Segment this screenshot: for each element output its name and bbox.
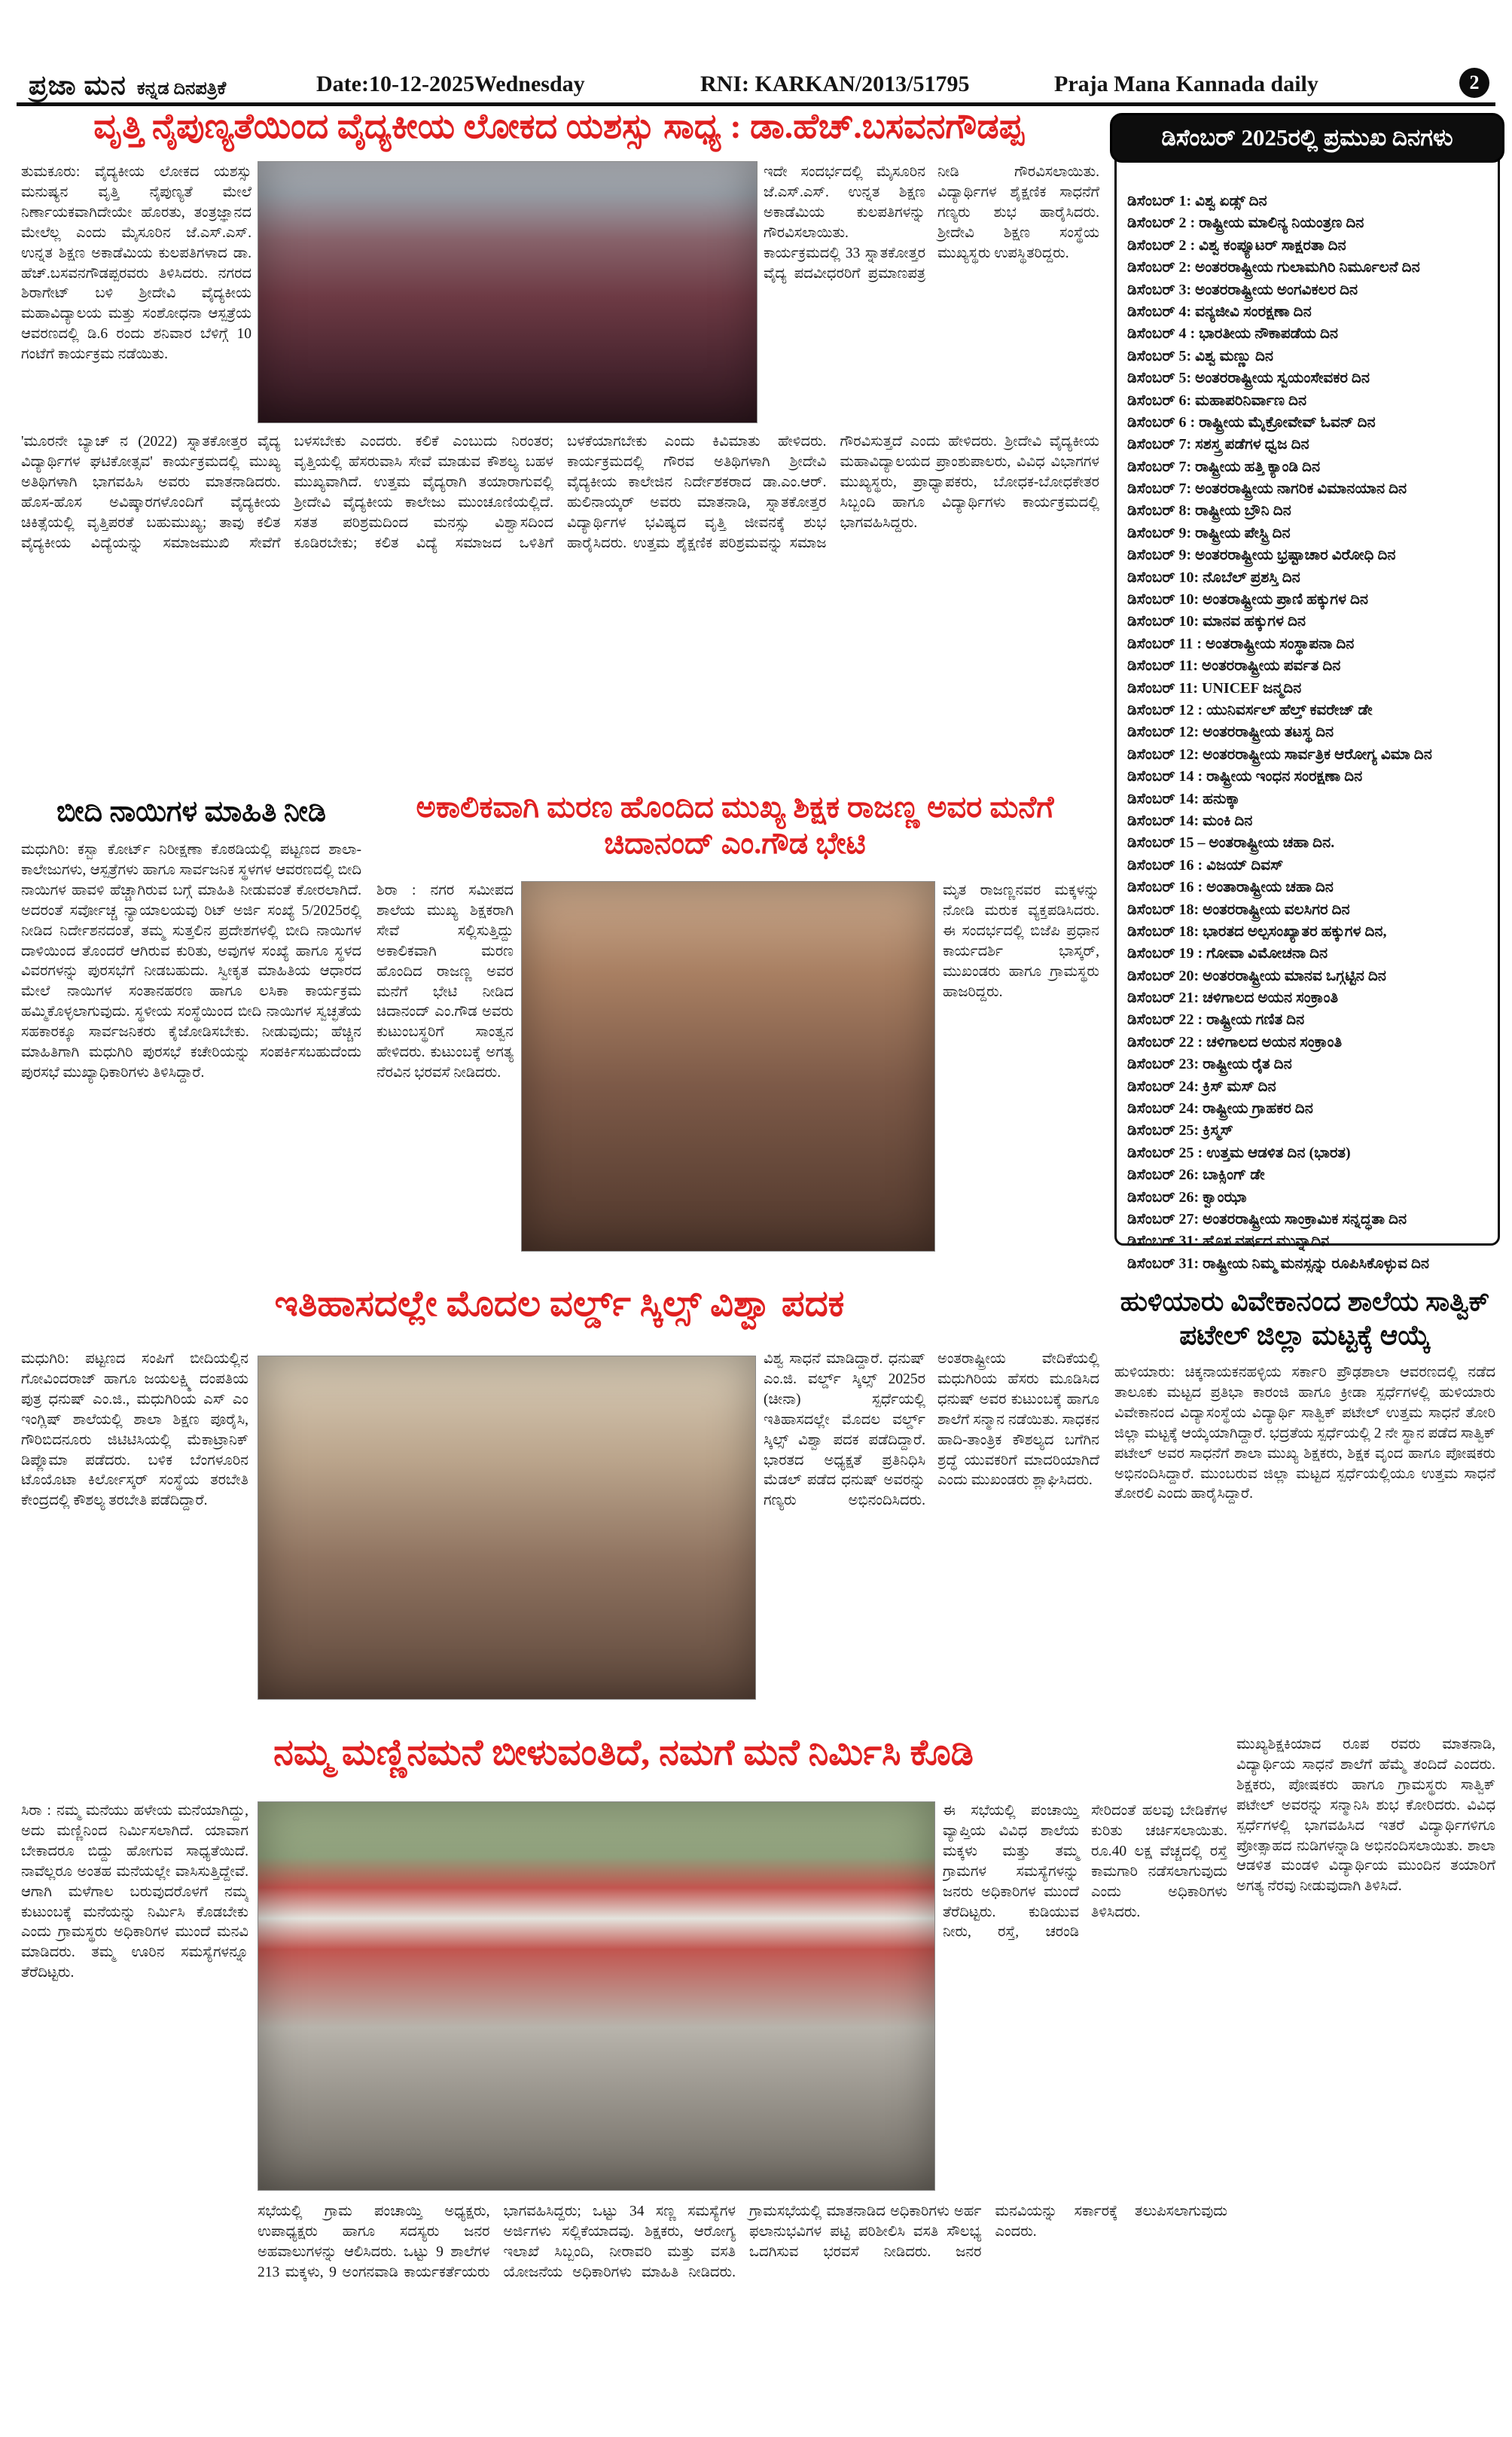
day-list-item: ಡಿಸೆಂಬರ್ 12: ಅಂತರರಾಷ್ಟ್ರೀಯ ತಟಸ್ಥ ದಿನ: [1127, 724, 1334, 741]
day-list-item: ಡಿಸೆಂಬರ್ 11: UNICEF ಜನ್ಮದಿನ: [1127, 679, 1302, 697]
article-teacher-col1: ಶಿರಾ : ನಗರ ಸಮೀಪದ ಶಾಲೆಯ ಮುಖ್ಯ ಶಿಕ್ಷಕರಾಗಿ ಸೇವೆ ಸಲ್ಲಿಸುತ್ತಿದ್ದು ಅಕಾಲಿಕವಾಗಿ ಮರಣ ಹೊಂದಿದ ರಾಜಣ್ಣ ಅವರ ಮನೆಗೆ ಭೇಟಿ ನೀಡಿದ ಚಿದಾನಂದ್ ಎಂ.ಗೌಡ ಅವರು ಕುಟುಂಬಸ್ಥರಿಗೆ ಸಾಂತ್ವನ ಹೇಳಿದರು. ಕುಟುಂಬಕ್ಕೆ ಅಗತ್ಯ ನೆರವಿನ ಭರವಸೆ ನೀಡಿದರು.: [376, 883, 514, 1081]
article-house-mid-text: ಈ ಸಭೆಯಲ್ಲಿ ಪಂಚಾಯ್ತಿ ವ್ಯಾಪ್ತಿಯ ವಿವಿಧ ಶಾಲೆಯ ಮಕ್ಕಳು ಮತ್ತು ತಮ್ಮ ಗ್ರಾಮಗಳ ಸಮಸ್ಯೆಗಳನ್ನು ಜನರು ಅಧಿಕಾರಿಗಳ ಮುಂದೆ ತೆರೆದಿಟ್ಟರು. ಕುಡಿಯುವ ನೀರು, ರಸ್ತೆ, ಚರಂಡಿ ಸೇರಿದಂತೆ ಹಲವು ಬೇಡಿಕೆಗಳ ಕುರಿತು ಚರ್ಚಿಸಲಾಯಿತು. ರೂ.40 ಲಕ್ಷ ವೆಚ್ಚದಲ್ಲಿ ರಸ್ತೆ ಕಾಮಗಾರಿ ನಡೆಸಲಾಗುವುದು ಎಂದು ಅಧಿಕಾರಿಗಳು ತಿಳಿಸಿದರು.: [943, 1803, 1227, 1941]
day-list-item: ಡಿಸೆಂಬರ್ 6: ಮಹಾಪರಿನಿರ್ವಾಣ ದಿನ: [1127, 392, 1307, 409]
village-gathering-photo: [258, 1801, 935, 2191]
day-list-item: ಡಿಸೆಂಬರ್ 31: ಹೊಸ ವರ್ಷದ ಮುನ್ನಾದಿನ: [1127, 1233, 1330, 1250]
day-list-item: ಡಿಸೆಂಬರ್ 7: ರಾಷ್ಟ್ರೀಯ ಹತ್ತಿ ಕ್ಯಾಂಡಿ ದಿನ: [1127, 458, 1321, 475]
article-dogs-body: ಮಧುಗಿರಿ: ಕಸ್ಬಾ ಕೋರ್ಟ್ ನಿರೀಕ್ಷಣಾ ಕೊಠಡಿಯಲ್ಲಿ ಪಟ್ಟಣದ ಶಾಲಾ-ಕಾಲೇಜುಗಳು, ಆಸ್ಪತ್ರೆಗಳು ಹಾಗೂ ಸಾರ್ವಜನಿಕ ಸ್ಥಳಗಳ ಆವರಣದಲ್ಲಿ ಬೀದಿ ನಾಯಿಗಳ ಹಾವಳಿ ಹೆಚ್ಚಾಗಿರುವ ಬಗ್ಗೆ ಮಾಹಿತಿ ನೀಡುವಂತೆ ಕೋರಲಾಗಿದೆ. ಅದರಂತೆ ಸರ್ವೋಚ್ಚ ನ್ಯಾಯಾಲಯವು ರಿಟ್ ಅರ್ಜಿ ಸಂಖ್ಯೆ 5/2025ರಲ್ಲಿ ನೀಡಿದ ನಿರ್ದೇಶನದಂತೆ, ತಮ್ಮ ಸುತ್ತಲಿನ ಪ್ರದೇಶಗಳಲ್ಲಿ ಬೀದಿ ನಾಯಿಗಳ ದಾಳಿಯಿಂದ ತೊಂದರೆ ಆಗಿರುವ ಕುರಿತು, ಅವುಗಳ ಸಂಖ್ಯೆ ಹಾಗೂ ಸ್ಥಳದ ವಿವರಗಳನ್ನು ಪುರಸಭೆಗೆ ನೀಡಬಹುದು. ಸ್ವೀಕೃತ ಮಾಹಿತಿಯ ಆಧಾರದ ಮೇಲೆ ನಾಯಿಗಳ ಸಂತಾನಹರಣ ಹಾಗೂ ಲಸಿಕಾ ಕಾರ್ಯಕ್ರಮ ಹಮ್ಮಿಕೊಳ್ಳಲಾಗುವುದು. ಸ್ಥಳೀಯ ಸಂಸ್ಥೆಯಿಂದ ಬೀದಿ ನಾಯಿಗಳ ಸ್ವಚ್ಛತೆಯ ಸಹಕಾರಕ್ಕೂ ಸಾರ್ವಜನಿಕರು ಕೈಜೋಡಿಸಬೇಕು. ನೀಡುವುದು; ಹೆಚ್ಚಿನ ಮಾಹಿತಿಗಾಗಿ ಮಧುಗಿರಿ ಪುರಸಭೆ ಕಚೇರಿಯನ್ನು ಸಂಪರ್ಕಿಸಬಹುದೆಂದು ಪುರಸಭೆ ಮುಖ್ಯಾಧಿಕಾರಿಗಳು ತಿಳಿಸಿದ್ದಾರೆ.: [21, 842, 361, 1081]
day-list-item: ಡಿಸೆಂಬರ್ 5: ಅಂತರರಾಷ್ಟ್ರೀಯ ಸ್ವಯಂಸೇವಕರ ದಿನ: [1127, 370, 1370, 387]
day-list-item: ಡಿಸೆಂಬರ್ 31: ರಾಷ್ಟ್ರೀಯ ನಿಮ್ಮ ಮನಸ್ಸನ್ನು ರೂಪಿಸಿಕೊಳ್ಳುವ ದಿನ: [1127, 1255, 1430, 1272]
day-list-item: ಡಿಸೆಂಬರ್ 16 : ಅಂತಾರಾಷ್ಟ್ರೀಯ ಚಹಾ ದಿನ: [1127, 879, 1334, 896]
day-list-item: ಡಿಸೆಂಬರ್ 22 : ರಾಷ್ಟ್ರೀಯ ಗಣಿತ ದಿನ: [1127, 1011, 1305, 1029]
day-list-item: ಡಿಸೆಂಬರ್ 2: ಅಂತರರಾಷ್ಟ್ರೀಯ ಗುಲಾಮಗಿರಿ ನಿರ್ಮೂಲನೆ ದಿನ: [1127, 259, 1420, 276]
day-list-item: ಡಿಸೆಂಬರ್ 6 : ರಾಷ್ಟ್ರೀಯ ಮೈಕ್ರೋವೇವ್ ಓವನ್ ದಿನ: [1127, 413, 1376, 431]
day-list-item: ಡಿಸೆಂಬರ್ 2 : ರಾಷ್ಟ್ರೀಯ ಮಾಲಿನ್ಯ ನಿಯಂತ್ರಣ ದಿನ: [1127, 215, 1364, 232]
rni-number: RNI: KARKAN/2013/51795: [700, 72, 970, 96]
article-medical-lead: ತುಮಕೂರು: ವೈದ್ಯಕೀಯ ಲೋಕದ ಯಶಸ್ಸು ಮನುಷ್ಯನ ವೃತ್ತಿ ನೈಪುಣ್ಯತೆ ಮೇಲೆ ನಿರ್ಣಾಯಕವಾಗಿದೇಯೇ ಹೊರತು, ತಂತ್ರಜ್ಞಾನದ ಮೇಲೆಲ್ಲ ಎಂದು ಮೈಸೂರಿನ ಜೆ.ಎಸ್.ಎಸ್. ಉನ್ನತ ಶಿಕ್ಷಣ ಅಕಾಡೆಮಿಯ ಕುಲಪತಿಗಳಾದ ಡಾ. ಹೆಚ್.ಬಸವನಗೌಡಪ್ಪರವರು ತಿಳಿಸಿದರು. ನಗರದ ಶಿರಾಗೇಟ್ ಬಳಿ ಶ್ರೀದೇವಿ ವೈದ್ಯಕೀಯ ಮಹಾವಿದ್ಯಾಲಯ ಮತ್ತು ಸಂಶೋಧನಾ ಆಸ್ಪತ್ರೆಯ ಆವರಣದಲ್ಲಿ ಡಿ.6 ರಂದು ಶನಿವಾರ ಬೆಳಿಗ್ಗೆ 10 ಗಂಟೆಗೆ ಕಾರ್ಯಕ್ರಮ ನಡೆಯಿತು.: [21, 164, 251, 363]
article-house-bottom-text: ಸಭೆಯಲ್ಲಿ ಗ್ರಾಮ ಪಂಚಾಯ್ತಿ ಅಧ್ಯಕ್ಷರು, ಉಪಾಧ್ಯಕ್ಷರು ಹಾಗೂ ಸದಸ್ಯರು ಜನರ ಅಹವಾಲುಗಳನ್ನು ಆಲಿಸಿದರು. ಒಟ್ಟು 9 ಶಾಲೆಗಳ 213 ಮಕ್ಕಳು, 9 ಅಂಗನವಾಡಿ ಕಾರ್ಯಕರ್ತೆಯರು ಭಾಗವಹಿಸಿದ್ದರು; ಒಟ್ಟು 34 ಸಣ್ಣ ಸಮಸ್ಯೆಗಳ ಅರ್ಜಿಗಳು ಸಲ್ಲಿಕೆಯಾದವು. ಶಿಕ್ಷಕರು, ಆರೋಗ್ಯ ಇಲಾಖೆ ಸಿಬ್ಬಂದಿ, ನೀರಾವರಿ ಮತ್ತು ವಸತಿ ಯೋಜನೆಯ ಅಧಿಕಾರಿಗಳು ಮಾಹಿತಿ ನೀಡಿದರು. ಗ್ರಾಮಸಭೆಯಲ್ಲಿ ಮಾತನಾಡಿದ ಅಧಿಕಾರಿಗಳು ಅರ್ಹ ಫಲಾನುಭವಿಗಳ ಪಟ್ಟಿ ಪರಿಶೀಲಿಸಿ ವಸತಿ ಸೌಲಭ್ಯ ಒದಗಿಸುವ ಭರವಸೆ ನೀಡಿದರು. ಜನರ ಮನವಿಯನ್ನು ಸರ್ಕಾರಕ್ಕೆ ತಲುಪಿಸಲಾಗುವುದು ಎಂದರು.: [258, 2204, 1227, 2280]
days-list: [1117, 153, 1498, 1281]
day-list-item: ಡಿಸೆಂಬರ್ 5: ವಿಶ್ವ ಮಣ್ಣು ದಿನ: [1127, 347, 1274, 364]
day-list-item: ಡಿಸೆಂಬರ್ 18: ಭಾರತದ ಅಲ್ಪಸಂಖ್ಯಾತರ ಹಕ್ಕುಗಳ ದಿನ,: [1127, 923, 1387, 940]
masthead-title: ಪ್ರಜಾ ಮನ: [29, 70, 127, 100]
day-list-item: ಡಿಸೆಂಬರ್ 25 : ಉತ್ತಮ ಆಡಳಿತ ದಿನ (ಭಾರತ): [1127, 1144, 1351, 1161]
days-list-box: [1114, 151, 1500, 1272]
day-list-item: ಡಿಸೆಂಬರ್ 14: ಹನುಕ್ಕಾ: [1127, 790, 1240, 807]
day-list-item: ಡಿಸೆಂಬರ್ 2 : ವಿಶ್ವ ಕಂಪ್ಯೂಟರ್ ಸಾಕ್ಷರತಾ ದಿನ: [1127, 236, 1346, 254]
article-teacher-col2: ಮೃತ ರಾಜಣ್ಣನವರ ಮಕ್ಕಳನ್ನು ನೋಡಿ ಮರುಕ ವ್ಯಕ್ತಪಡಿಸಿದರು. ಈ ಸಂದರ್ಭದಲ್ಲಿ ಬಿಜೆಪಿ ಪ್ರಧಾನ ಕಾರ್ಯದರ್ಶಿ ಭಾಸ್ಕರ್, ಮುಖಂಡರು ಹಾಗೂ ಗ್ರಾಮಸ್ಥರು ಹಾಜರಿದ್ದರು.: [943, 883, 1099, 1000]
days-box-title: ಡಿಸೆಂಬರ್ 2025ರಲ್ಲಿ ಪ್ರಮುಖ ದಿನಗಳು: [1110, 113, 1504, 163]
article-house-headline: ನಮ್ಮ ಮಣ್ಣಿನಮನೆ ಬೀಳುವಂತಿದೆ, ನಮಗೆ ಮನೆ ನಿರ್ಮಿಸಿ ಕೊಡಿ: [273, 1733, 974, 1773]
article-huliyaru-body2: ಮುಖ್ಯಶಿಕ್ಷಕಿಯಾದ ರೂಪ ರವರು ಮಾತನಾಡಿ, ವಿದ್ಯಾರ್ಥಿಯ ಸಾಧನೆ ಶಾಲೆಗೆ ಹೆಮ್ಮೆ ತಂದಿದೆ ಎಂದರು. ಶಿಕ್ಷಕರು, ಪೋಷಕರು ಹಾಗೂ ಗ್ರಾಮಸ್ಥರು ಸಾತ್ವಿಕ್ ಪಟೇಲ್ ಅವರನ್ನು ಸನ್ಮಾನಿಸಿ ಶುಭ ಕೋರಿದರು. ವಿವಿಧ ಸ್ಪರ್ಧೆಗಳಲ್ಲಿ ಭಾಗವಹಿಸಿದ ಇತರೆ ವಿದ್ಯಾರ್ಥಿಗಳಿಗೂ ಪ್ರೋತ್ಸಾಹದ ನುಡಿಗಳನ್ನಾಡಿ ಅಭಿನಂದಿಸಲಾಯಿತು. ಶಾಲಾ ಆಡಳಿತ ಮಂಡಳಿ ವಿದ್ಯಾರ್ಥಿಯ ಮುಂದಿನ ತಯಾರಿಗೆ ಅಗತ್ಯ ನೆರವು ನೀಡುವುದಾಗಿ ತಿಳಿಸಿದೆ.: [1236, 1737, 1495, 1895]
day-list-item: ಡಿಸೆಂಬರ್ 11 : ಅಂತರಾಷ್ಟ್ರೀಯ ಸಂಸ್ಥಾಪನಾ ದಿನ: [1127, 635, 1355, 652]
day-list-item: ಡಿಸೆಂಬರ್ 15 – ಅಂತರಾಷ್ಟ್ರೀಯ ಚಹಾ ದಿನ.: [1127, 834, 1335, 852]
article-teacher-headline: ಅಕಾಲಿಕವಾಗಿ ಮರಣ ಹೊಂದಿದ ಮುಖ್ಯ ಶಿಕ್ಷಕ ರಾಜಣ್ಣ ಅವರ ಮನೆಗೆ ಚಿದಾನಂದ್ ಎಂ.ಗೌಡ ಭೇಟಿ: [416, 790, 1054, 860]
article-house-col1: ಸಿರಾ : ನಮ್ಮ ಮನೆಯು ಹಳೇಯ ಮನೆಯಾಗಿದ್ದು, ಅದು ಮಣ್ಣಿನಿಂದ ನಿರ್ಮಿಸಲಾಗಿದೆ. ಯಾವಾಗ ಬೇಕಾದರೂ ಬಿದ್ದು ಹೋಗುವ ಸಾಧ್ಯತೆಯಿದೆ. ನಾವೆಲ್ಲರೂ ಅಂತಹ ಮನೆಯಲ್ಲೇ ವಾಸಿಸುತ್ತಿದ್ದೇವೆ. ಆಗಾಗಿ ಮಳೆಗಾಲ ಬರುವುದರೊಳಗೆ ನಮ್ಮ ಕುಟುಂಬಕ್ಕೆ ಮನೆಯನ್ನು ನಿರ್ಮಿಸಿ ಕೊಡಬೇಕು ಎಂದು ಗ್ರಾಮಸ್ಥರು ಅಧಿಕಾರಿಗಳ ಮುಂದೆ ಮನವಿ ಮಾಡಿದರು. ತಮ್ಮ ಊರಿನ ಸಮಸ್ಯೆಗಳನ್ನೂ ತೆರೆದಿಟ್ಟರು.: [21, 1803, 248, 1981]
article-skills-headline: ಇತಿಹಾಸದಲ್ಲೇ ಮೊದಲ ವರ್ಲ್ಡ್ ಸ್ಕಿಲ್ಸ್ ವಿಶ್ವಾ ಪದಕ: [274, 1284, 845, 1324]
day-list-item: ಡಿಸೆಂಬರ್ 14 : ರಾಷ್ಟ್ರೀಯ ಇಂಧನ ಸಂರಕ್ಷಣಾ ದಿನ: [1127, 768, 1363, 785]
day-list-item: ಡಿಸೆಂಬರ್ 10: ಅಂತರಾಷ್ಟ್ರೀಯ ಪ್ರಾಣಿ ಹಕ್ಕುಗಳ ದಿನ: [1127, 591, 1368, 608]
day-list-item: ಡಿಸೆಂಬರ್ 25: ಕ್ರಿಸ್ಮಸ್: [1127, 1122, 1233, 1139]
award-felicitation-photo: [258, 1356, 756, 1700]
article-medical-headline: ವೃತ್ತಿ ನೈಪುಣ್ಯತೆಯಿಂದ ವೈದ್ಯಕೀಯ ಲೋಕದ ಯಶಸ್ಸು ಸಾಧ್ಯ : ಡಾ.ಹೆಚ್.ಬಸವನಗೌಡಪ್ಪ: [93, 107, 1024, 145]
day-list-item: ಡಿಸೆಂಬರ್ 16 : ವಿಜಯ್ ದಿವಸ್: [1127, 856, 1284, 874]
day-list-item: ಡಿಸೆಂಬರ್ 14: ಮಂಕಿ ದಿನ: [1127, 812, 1253, 829]
day-list-item: ಡಿಸೆಂಬರ್ 24: ಕ್ರಿಸ್ ಮಸ್ ದಿನ: [1127, 1078, 1276, 1095]
day-list-item: ಡಿಸೆಂಬರ್ 4: ವನ್ಯಜೀವಿ ಸಂರಕ್ಷಣಾ ದಿನ: [1127, 303, 1312, 320]
day-list-item: ಡಿಸೆಂಬರ್ 12 : ಯುನಿವರ್ಸಲ್ ಹೆಲ್ತ್ ಕವರೇಜ್ ಡೇ: [1127, 701, 1373, 718]
day-list-item: ಡಿಸೆಂಬರ್ 20: ಅಂತರರಾಷ್ಟ್ರೀಯ ಮಾನವ ಒಗ್ಗಟ್ಟಿನ ದಿನ: [1127, 967, 1386, 984]
condolence-visit-photo: [521, 881, 935, 1252]
day-list-item: ಡಿಸೆಂಬರ್ 3: ಅಂತರರಾಷ್ಟ್ರೀಯ ಅಂಗವಿಕಲರ ದಿನ: [1127, 281, 1358, 298]
article-huliyaru-headline: ಹುಳಿಯಾರು ವಿವೇಕಾನಂದ ಶಾಲೆಯ ಸಾತ್ವಿಕ್ ಪಟೇಲ್ ಜಿಲ್ಲಾ ಮಟ್ಟಕ್ಕೆ ಆಯ್ಕೆ: [1120, 1286, 1490, 1350]
day-list-item: ಡಿಸೆಂಬರ್ 12: ಅಂತರರಾಷ್ಟ್ರೀಯ ಸಾರ್ವತ್ರಿಕ ಆರೋಗ್ಯ ವಿಮಾ ದಿನ: [1127, 746, 1432, 763]
day-list-item: ಡಿಸೆಂಬರ್ 26: ಕ್ವಾಂಝಾ: [1127, 1188, 1247, 1206]
article-medical-right-text: ಇದೇ ಸಂದರ್ಭದಲ್ಲಿ ಮೈಸೂರಿನ ಜೆ.ಎಸ್.ಎಸ್. ಉನ್ನತ ಶಿಕ್ಷಣ ಅಕಾಡೆಮಿಯ ಕುಲಪತಿಗಳನ್ನು ಗೌರವಿಸಲಾಯಿತು. ಕಾರ್ಯಕ್ರಮದಲ್ಲಿ 33 ಸ್ನಾತಕೋತ್ತರ ವೈದ್ಯ ಪದವೀಧರರಿಗೆ ಪ್ರಮಾಣಪತ್ರ ನೀಡಿ ಗೌರವಿಸಲಾಯಿತು. ವಿದ್ಯಾರ್ಥಿಗಳ ಶೈಕ್ಷಣಿಕ ಸಾಧನೆಗೆ ಗಣ್ಯರು ಶುಭ ಹಾರೈಸಿದರು. ಶ್ರೀದೇವಿ ಶಿಕ್ಷಣ ಸಂಸ್ಥೆಯ ಮುಖ್ಯಸ್ಥರು ಉಪಸ್ಥಿತರಿದ್ದರು.: [764, 164, 1099, 282]
day-list-item: ಡಿಸೆಂಬರ್ 1: ವಿಶ್ವ ಏಡ್ಸ್ ದಿನ: [1127, 193, 1267, 209]
graduation-group-photo: [258, 161, 758, 423]
day-list-item: ಡಿಸೆಂಬರ್ 22 : ಚಳಿಗಾಲದ ಅಯನ ಸಂಕ್ರಾಂತಿ: [1127, 1033, 1343, 1051]
header-rule: [17, 102, 1495, 106]
day-list-item: ಡಿಸೆಂಬರ್ 7: ಅಂತರರಾಷ್ಟ್ರೀಯ ನಾಗರಿಕ ವಿಮಾನಯಾನ ದಿನ: [1127, 480, 1407, 498]
article-huliyaru-body1: ಹುಳಿಯಾರು: ಚಿಕ್ಕನಾಯಕನಹಳ್ಳಿಯ ಸರ್ಕಾರಿ ಪ್ರೌಢಶಾಲಾ ಆವರಣದಲ್ಲಿ ನಡೆದ ತಾಲೂಕು ಮಟ್ಟದ ಪ್ರತಿಭಾ ಕಾರಂಜಿ ಹಾಗೂ ಕ್ರೀಡಾ ಸ್ಪರ್ಧೆಗಳಲ್ಲಿ ಹುಳಿಯಾರು ವಿವೇಕಾನಂದ ವಿದ್ಯಾಸಂಸ್ಥೆಯ ವಿದ್ಯಾರ್ಥಿ ಸಾತ್ವಿಕ್ ಪಟೇಲ್ ಉತ್ತಮ ಸಾಧನೆ ತೋರಿ ಜಿಲ್ಲಾ ಮಟ್ಟಕ್ಕೆ ಆಯ್ಕೆಯಾಗಿದ್ದಾರೆ. ಭದ್ರತೆಯ ಸ್ಪರ್ಧೆಯಲ್ಲಿ 2 ನೇ ಸ್ಥಾನ ಪಡೆದ ಸಾತ್ವಿಕ್ ಪಟೇಲ್ ಅವರ ಸಾಧನೆಗೆ ಶಾಲಾ ಮುಖ್ಯ ಶಿಕ್ಷಕರು, ಶಿಕ್ಷಕ ವೃಂದ ಹಾಗೂ ಪೋಷಕರು ಅಭಿನಂದಿಸಿದ್ದಾರೆ. ಮುಂಬರುವ ಜಿಲ್ಲಾ ಮಟ್ಟದ ಸ್ಪರ್ಧೆಯಲ್ಲಿಯೂ ಉತ್ತಮ ಸಾಧನೆ ತೋರಲಿ ಎಂದು ಹಾರೈಸಿದ್ದಾರೆ.: [1114, 1365, 1495, 1502]
day-list-item: ಡಿಸೆಂಬರ್ 8: ರಾಷ್ಟ್ರೀಯ ಬ್ರೌನಿ ದಿನ: [1127, 502, 1291, 520]
day-list-item: ಡಿಸೆಂಬರ್ 23: ರಾಷ್ಟ್ರೀಯ ರೈತ ದಿನ: [1127, 1056, 1292, 1073]
day-list-item: ಡಿಸೆಂಬರ್ 18: ಅಂತರರಾಷ್ಟ್ರೀಯ ವಲಸಿಗರ ದಿನ: [1127, 901, 1350, 918]
day-list-item: ಡಿಸೆಂಬರ್ 9: ರಾಷ್ಟ್ರೀಯ ಪೇಸ್ಟ್ರಿ ದಿನ: [1127, 524, 1291, 541]
day-list-item: ಡಿಸೆಂಬರ್ 9: ಅಂತರರಾಷ್ಟ್ರೀಯ ಭ್ರಷ್ಟಾಚಾರ ವಿರೋಧಿ ದಿನ: [1127, 547, 1396, 564]
masthead-subtitle: ಕನ್ನಡ ದಿನಪತ್ರಿಕೆ: [136, 79, 227, 99]
paper-name-english: Praja Mana Kannada daily: [1054, 72, 1318, 96]
article-skills-col1: ಮಧುಗಿರಿ: ಪಟ್ಟಣದ ಸಂಪಿಗೆ ಬೀದಿಯಲ್ಲಿನ ಗೋವಿಂದರಾಜ್ ಹಾಗೂ ಜಯಲಕ್ಷ್ಮಿ ದಂಪತಿಯ ಪುತ್ರ ಧನುಷ್ ಎಂ.ಜಿ., ಮಧುಗಿರಿಯ ಎಸ್ ಎಂ ಇಂಗ್ಲಿಷ್ ಶಾಲೆಯಲ್ಲಿ ಶಾಲಾ ಶಿಕ್ಷಣ ಪೂರೈಸಿ, ಗೌರಿಬಿದನೂರು ಜಿಟಿಟಿಸಿಯಲ್ಲಿ ಮೆಕಾಟ್ರಾನಿಕ್ ಡಿಪ್ಲೊಮಾ ಪಡೆದರು. ಬಳಿಕ ಬೆಂಗಳೂರಿನ ಟೊಯೊಟಾ ಕಿರ್ಲೋಸ್ಕರ್ ಸಂಸ್ಥೆಯ ತರಬೇತಿ ಕೇಂದ್ರದಲ್ಲಿ ಕೌಶಲ್ಯ ತರಬೇತಿ ಪಡೆದಿದ್ದಾರೆ.: [21, 1351, 248, 1509]
day-list-item: ಡಿಸೆಂಬರ್ 19 : ಗೋವಾ ವಿಮೋಚನಾ ದಿನ: [1127, 945, 1328, 962]
day-list-item: ಡಿಸೆಂಬರ್ 7: ಸಶಸ್ತ್ರ ಪಡೆಗಳ ಧ್ವಜ ದಿನ: [1127, 436, 1309, 453]
page-number-badge: 2: [1459, 68, 1489, 98]
day-list-item: ಡಿಸೆಂಬರ್ 10: ಮಾನವ ಹಕ್ಕುಗಳ ದಿನ: [1127, 613, 1306, 630]
day-list-item: ಡಿಸೆಂಬರ್ 10: ನೊಬೆಲ್ ಪ್ರಶಸ್ತಿ ದಿನ: [1127, 569, 1300, 586]
article-skills-right-text: ವಿಶ್ವ ಸಾಧನೆ ಮಾಡಿದ್ದಾರೆ. ಧನುಷ್ ಎಂ.ಜಿ. ವರ್ಲ್ಡ್ ಸ್ಕಿಲ್ಸ್ 2025ರ (ಚೀನಾ) ಸ್ಪರ್ಧೆಯಲ್ಲಿ ಇತಿಹಾಸದಲ್ಲೇ ಮೊದಲ ವರ್ಲ್ಡ್ ಸ್ಕಿಲ್ಸ್ ವಿಶ್ವಾ ಪದಕ ಪಡೆದಿದ್ದಾರೆ. ಭಾರತದ ಅಧ್ಯಕ್ಷತೆ ಪ್ರತಿನಿಧಿಸಿ ಮೆಡಲ್ ಪಡೆದ ಧನುಷ್ ಅವರನ್ನು ಗಣ್ಯರು ಅಭಿನಂದಿಸಿದರು. ಅಂತರಾಷ್ಟ್ರೀಯ ವೇದಿಕೆಯಲ್ಲಿ ಮಧುಗಿರಿಯ ಹೆಸರು ಮೂಡಿಸಿದ ಧನುಷ್ ಅವರ ಕುಟುಂಬಕ್ಕೆ ಹಾಗೂ ಶಾಲೆಗೆ ಸನ್ಮಾನ ನಡೆಯಿತು. ಸಾಧಕನ ಹಾದಿ-ತಾಂತ್ರಿಕ ಕೌಶಲ್ಯದ ಬಗೆಗಿನ ಶ್ರದ್ಧೆ ಯುವಕರಿಗೆ ಮಾದರಿಯಾಗಿದೆ ಎಂದು ಮುಖಂಡರು ಶ್ಲಾಘಿಸಿದರು.: [764, 1351, 1099, 1509]
day-list-item: ಡಿಸೆಂಬರ್ 26: ಬಾಕ್ಸಿಂಗ್ ಡೇ: [1127, 1167, 1265, 1184]
article-dogs-headline: ಬೀದಿ ನಾಯಿಗಳ ಮಾಹಿತಿ ನೀಡಿ: [56, 796, 326, 828]
day-list-item: ಡಿಸೆಂಬರ್ 24: ರಾಷ್ಟ್ರೀಯ ಗ್ರಾಹಕರ ದಿನ: [1127, 1100, 1313, 1118]
article-medical-body: 'ಮೂರನೇ ಬ್ಯಾಚ್ ನ (2022) ಸ್ನಾತಕೋತ್ತರ ವೈದ್ಯ ವಿದ್ಯಾರ್ಥಿಗಳ ಘಟಿಕೋತ್ಸವ' ಕಾರ್ಯಕ್ರಮದಲ್ಲಿ ಮುಖ್ಯ ಅತಿಥಿಗಳಾಗಿ ಭಾಗವಹಿಸಿ ಅವರು ಮಾತನಾಡಿದರು. ಹೊಸ-ಹೊಸ ಅವಿಷ್ಕಾರಗಳೊಂದಿಗೆ ವೈದ್ಯಕೀಯ ಚಿಕಿತ್ಸೆಯಲ್ಲಿ ವೃತ್ತಿಪರತೆ ಬಹುಮುಖ್ಯ; ತಾವು ಕಲಿತ ವೈದ್ಯಕೀಯ ವಿದ್ಯೆಯನ್ನು ಸಮಾಜಮುಖಿ ಸೇವೆಗೆ ಬಳಸಬೇಕು ಎಂದರು. ಕಲಿಕೆ ಎಂಬುದು ನಿರಂತರ; ವೃತ್ತಿಯಲ್ಲಿ ಹೆಸರುವಾಸಿ ಸೇವೆ ಮಾಡುವ ಕೌಶಲ್ಯ ಬಹಳ ಮುಖ್ಯವಾಗಿದೆ. ಉತ್ತಮ ವೈದ್ಯರಾಗಿ ತಯಾರಾಗುವಲ್ಲಿ ಶ್ರೀದೇವಿ ವೈದ್ಯಕೀಯ ಕಾಲೇಜು ಮುಂಚೂಣಿಯಲ್ಲಿದೆ. ಸತತ ಪರಿಶ್ರಮದಿಂದ ಮನಸ್ಸು ವಿಶ್ವಾಸದಿಂದ ಕೂಡಿರಬೇಕು; ಕಲಿತ ವಿದ್ಯೆ ಸಮಾಜದ ಒಳಿತಿಗೆ ಬಳಕೆಯಾಗಬೇಕು ಎಂದು ಕಿವಿಮಾತು ಹೇಳಿದರು. ಕಾರ್ಯಕ್ರಮದಲ್ಲಿ ಗೌರವ ಅತಿಥಿಗಳಾಗಿ ಶ್ರೀದೇವಿ ವೈದ್ಯಕೀಯ ಕಾಲೇಜಿನ ನಿರ್ದೇಶಕರಾದ ಡಾ.ಎಂ.ಆರ್. ಹುಲಿನಾಯ್ಕರ್ ಅವರು ಮಾತನಾಡಿ, ಸ್ನಾತಕೋತ್ತರ ವಿದ್ಯಾರ್ಥಿಗಳ ಭವಿಷ್ಯದ ವೃತ್ತಿ ಜೀವನಕ್ಕೆ ಶುಭ ಹಾರೈಸಿದರು. ಉತ್ತಮ ಶೈಕ್ಷಣಿಕ ಪರಿಶ್ರಮವನ್ನು ಸಮಾಜ ಗೌರವಿಸುತ್ತದೆ ಎಂದು ಹೇಳಿದರು. ಶ್ರೀದೇವಿ ವೈದ್ಯಕೀಯ ಮಹಾವಿದ್ಯಾಲಯದ ಪ್ರಾಂಶುಪಾಲರು, ವಿವಿಧ ವಿಭಾಗಗಳ ಮುಖ್ಯಸ್ಥರು, ಪ್ರಾಧ್ಯಾಪಕರು, ಬೋಧಕ-ಬೋಧಕೇತರ ಸಿಬ್ಬಂದಿ ಹಾಗೂ ವಿದ್ಯಾರ್ಥಿಗಳು ಕಾರ್ಯಕ್ರಮದಲ್ಲಿ ಭಾಗವಹಿಸಿದ್ದರು.: [21, 434, 1099, 551]
day-list-item: ಡಿಸೆಂಬರ್ 11: ಅಂತರರಾಷ್ಟ್ರೀಯ ಪರ್ವತ ದಿನ: [1127, 657, 1341, 675]
date-line: Date:10-12-2025Wednesday: [316, 72, 585, 96]
day-list-item: ಡಿಸೆಂಬರ್ 27: ಅಂತರರಾಷ್ಟ್ರೀಯ ಸಾಂಕ್ರಾಮಿಕ ಸನ್ನದ್ಧತಾ ದಿನ: [1127, 1210, 1407, 1228]
day-list-item: ಡಿಸೆಂಬರ್ 21: ಚಳಿಗಾಲದ ಅಯನ ಸಂಕ್ರಾಂತಿ: [1127, 990, 1339, 1007]
day-list-item: ಡಿಸೆಂಬರ್ 4 : ಭಾರತೀಯ ನೌಕಾಪಡೆಯ ದಿನ: [1127, 325, 1339, 343]
